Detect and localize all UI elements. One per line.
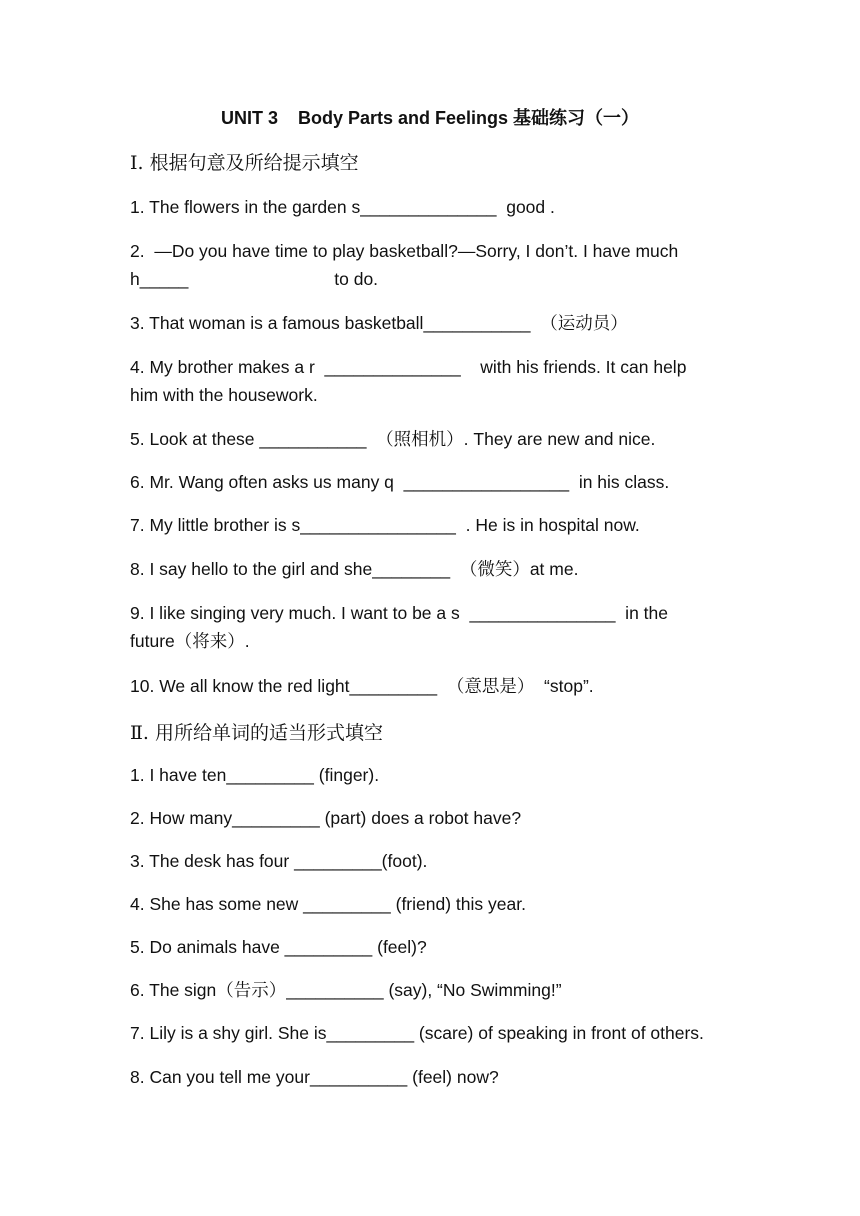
exercise-2-5: 5. Do animals have _________ (feel)? <box>130 937 427 957</box>
exercise-1-3: 3. That woman is a famous basketball___________ （运动员） <box>130 313 628 333</box>
exercise-1-5: 5. Look at these ___________ （照相机）. They are new and nice. <box>130 429 656 449</box>
exercise-1-1: 1. The flowers in the garden s______________ good . <box>130 197 555 217</box>
section-2-heading: Ⅱ. 用所给单词的适当形式填空 <box>130 722 383 744</box>
section-1-heading: Ⅰ. 根据句意及所给提示填空 <box>130 152 359 174</box>
exercise-1-2-cont: h_____ to do. <box>130 269 379 289</box>
exercise-2-1: 1. I have ten_________ (finger). <box>130 765 380 785</box>
exercise-2-3: 3. The desk has four _________(foot). <box>130 851 428 871</box>
exercise-2-7: 7. Lily is a shy girl. She is_________ (scare) of speaking in front of others. <box>130 1023 704 1043</box>
exercise-1-8: 8. I say hello to the girl and she________ （微笑）at me. <box>130 559 579 579</box>
exercise-2-2: 2. How many_________ (part) does a robot have? <box>130 808 522 828</box>
exercise-1-9-cont: future（将来）. <box>130 631 250 651</box>
exercise-2-6: 6. The sign（告示）__________ (say), “No Swimming!” <box>130 980 562 1000</box>
exercise-2-4: 4. She has some new _________ (friend) this year. <box>130 894 526 914</box>
exercise-1-10: 10. We all know the red light_________ （意思是） “stop”. <box>130 676 594 696</box>
exercise-1-4: 4. My brother makes a r ______________ with his friends. It can help <box>130 357 687 377</box>
exercise-1-9: 9. I like singing very much. I want to be a s _______________ in the <box>130 603 668 623</box>
page-title: UNIT 3 Body Parts and Feelings 基础练习（一） <box>220 108 640 128</box>
exercise-2-8: 8. Can you tell me your__________ (feel) now? <box>130 1067 499 1087</box>
exercise-1-2: 2. —Do you have time to play basketball?—Sorry, I don’t. I have much <box>130 241 679 261</box>
exercise-1-7: 7. My little brother is s________________ . He is in hospital now. <box>130 515 640 535</box>
exercise-1-6: 6. Mr. Wang often asks us many q _________________ in his class. <box>130 472 670 492</box>
exercise-1-4-cont: him with the housework. <box>130 385 318 405</box>
